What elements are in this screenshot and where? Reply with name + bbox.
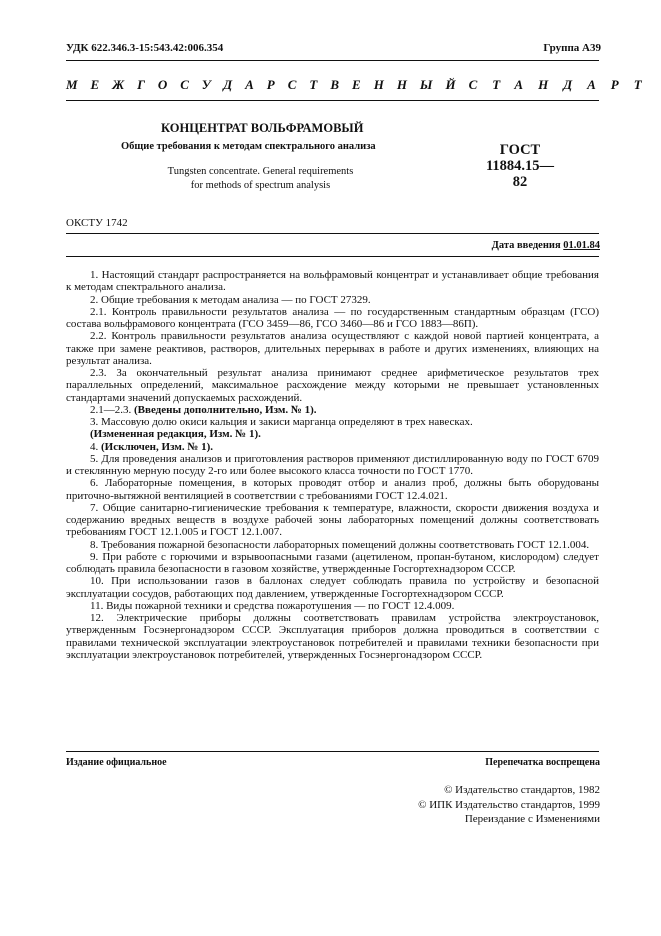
clause-3: 3. Массовую долю окиси кальция и закиси марганца определяют в трех навесках. [90,416,473,428]
gost-number [485,142,555,190]
gost-label: ГОСТ [499,142,541,158]
clause-2-1: 2.1. Контроль правильности результатов анализа — по государственным стандартным образцам (ГСО) состава вольфрамового концентрата (ГСО 3459—86, ГСО 3460—86 и ГСО 1883—86П). [66,305,599,330]
clause-11: 11. Виды пожарной техники и средства пожаротушения — по ГОСТ 12.4.009. [90,599,455,612]
okstu-rule [66,233,599,234]
clause-4-text: (Исключен, Изм. № 1). [101,440,214,453]
okstu-code: ОКСТУ 1742 [66,217,128,229]
clause-9: 9. При работе с горючими и взрывоопасными газами (ацетиленом, пропан-бутаном, кислородом) следует соблюдать правила безопасности в газовом хозяйстве, утвержденные Госгортехнадзором СССР. [66,550,599,575]
top-rule [66,60,599,61]
clause-10: 10. При использовании газов в баллонах следует соблюдать правила по устройству и безопасной эксплуатации сосудов, работающих под давлением, утвержденные Госгортехнадзором СССР. [66,575,599,600]
clause-4 [66,441,599,453]
clause-4-number: 4. [90,440,99,453]
copyright-1982: © Издательство стандартов, 1982 [444,784,600,796]
clause-8: 8. Требования пожарной безопасности лабораторных помещений должны соответствовать ГОСТ 12.1.004. [90,538,590,551]
date-rule [66,256,599,257]
banner-word-standard: СТАНДАРТ [468,77,657,92]
reissue-note: Переиздание с Изменениями [464,813,600,825]
group-code: Группа А39 [543,42,601,54]
copyright-1999: © ИПК Издательство стандартов, 1999 [418,798,600,811]
effective-date [492,240,600,251]
effective-date-value: 01.01.84 [563,240,600,251]
banner-rule [66,100,599,101]
english-title-line-2: for methods of spectrum analysis [190,180,331,191]
clause-7: 7. Общие санитарно-гигиенические требования к температуре, влажности, скорости движения воздуха и содержанию вредных веществ в воздухе рабочей зоны лабораторных помещений должны соответствовать требованиям ГОСТ 12.1.005 и ГОСТ 12.1.007. [66,501,599,539]
clause-12: 12. Электрические приборы должны соответствовать правилам устройства электроустановок, утвержденным Госэнергонадзором СССР. Эксплуатация приборов должна проводиться в соответствии с правилами технической эксплуатации электроустановок потребителей и правилами техники безопасности при эксплуатации электроустановок потребителей, утвержденных Госэнергонадзором СССР. [66,612,599,661]
udk-code: УДК 622.346.3-15:543.42:006.354 [66,42,224,54]
footer-rule [66,751,599,752]
english-title-line-1: Tungsten concentrate. General requirements [167,166,354,177]
amendment-note-3: (Измененная редакция, Изм. № 1). [90,428,261,441]
clause-2-2: 2.2. Контроль правильности результатов анализа осуществляют с каждой новой партией концентрата, а также при замене реактивов, растворов, длительных перерывах в работе и других изменениях, влияющих на результат анализа. [66,330,599,367]
official-edition: Издание официальное [66,757,167,768]
gost-code: 11884.15—82 [485,158,555,190]
document-subtitle: Общие требования к методам спектрального анализа [121,141,376,152]
copyright-block [418,783,600,827]
reprint-prohibited: Перепечатка воспрещена [485,757,600,768]
amendment-text: (Введены дополнительно, Изм. № 1). [134,403,317,416]
clause-6: 6. Лабораторные помещения, в которых проводят отбор и анализ проб, должны быть оборудованы приточно-вытяжной вентиляцией в соответствии с требованиями ГОСТ 12.4.021. [66,477,599,502]
effective-date-label: Дата введения [491,240,561,251]
amendment-note-2 [66,404,599,416]
clause-2-3: 2.3. За окончательный результат анализа принимают среднее арифметическое результатов трех параллельных определений, максимальное расхождение между которыми не превышает установленных стандартами значений допускаемых расхождений. [66,367,599,404]
banner-word-interstate: МЕЖГОСУДАРСТВЕННЫЙ [66,77,469,92]
document-body [66,269,599,661]
clause-5: 5. Для проведения анализов и приготовления растворов применяют дистиллированную воду по ГОСТ 6709 и стеклянную мерную посуду 2-го или более высокого класса точности по ГОСТ 1770. [66,452,599,477]
clause-1: 1. Настоящий стандарт распространяется на вольфрамовый концентрат и устанавливает общие требования к методам спектрального анализа. [66,269,599,294]
clause-2: 2. Общие требования к методам анализа — по ГОСТ 27329. [90,293,371,306]
document-title: КОНЦЕНТРАТ ВОЛЬФРАМОВЫЙ [161,121,364,135]
english-title [158,165,363,193]
standard-banner [66,77,657,93]
amendment-range: 2.1—2.3. [90,403,132,416]
